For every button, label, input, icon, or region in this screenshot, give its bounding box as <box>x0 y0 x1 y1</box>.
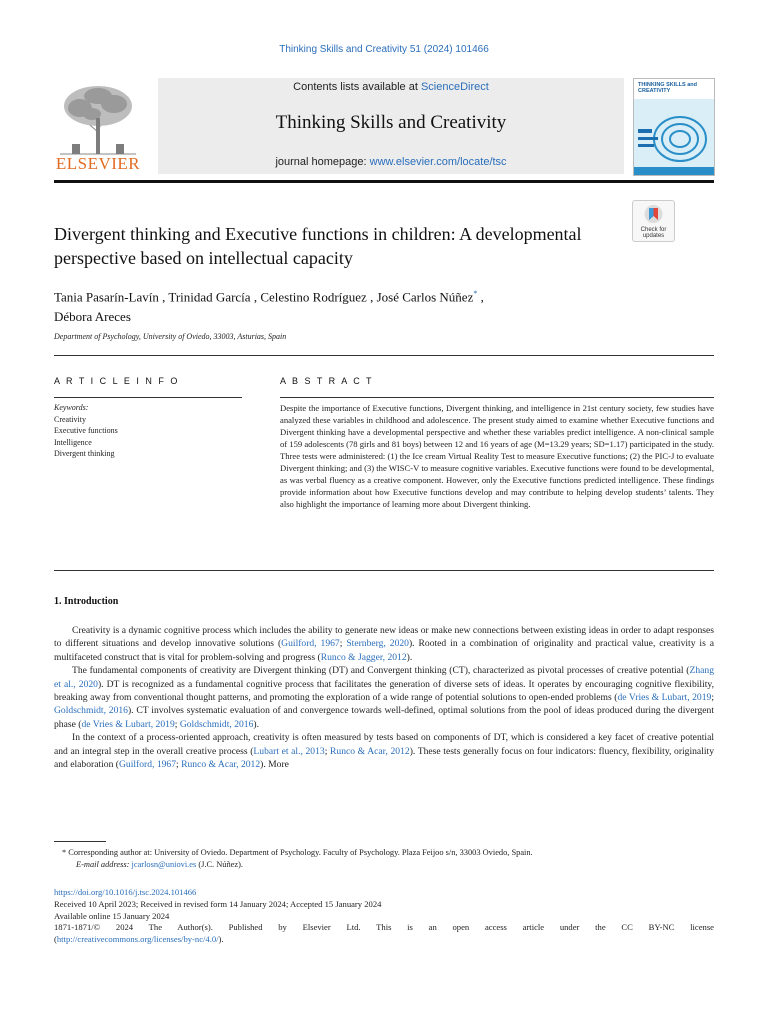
citation-link[interactable]: Guilford, 1967 <box>119 759 177 771</box>
homepage-link[interactable]: www.elsevier.com/locate/tsc <box>369 156 507 168</box>
footnote-corresponding <box>54 847 714 859</box>
paragraph-text: ; <box>174 718 180 730</box>
intro-paragraph <box>54 664 714 731</box>
citation-link[interactable]: Runco & Acar, 2012 <box>330 745 410 757</box>
keywords-block <box>54 402 242 460</box>
citation-link[interactable]: Guilford, 1967 <box>281 638 340 650</box>
authors-tail: , <box>477 289 484 305</box>
paragraph-text: ; <box>339 638 347 650</box>
footnote <box>54 847 714 871</box>
license-link[interactable]: http://creativecommons.org/licenses/by-nc/4.0/ <box>56 934 219 945</box>
paragraph-text: ). Rooted in a combination of originality and practical value, creativity is a multifaceted construct that is vital for problem-solving and progress ( <box>54 638 715 663</box>
paragraph-text: ). <box>253 718 259 730</box>
author-list <box>54 284 654 327</box>
cover-title: THINKING SKILLS and CREATIVITY <box>638 82 697 94</box>
corresponding-author-mark[interactable]: * <box>473 289 478 298</box>
paragraph-text: ). More <box>260 759 289 771</box>
homepage-line <box>158 156 624 168</box>
keyword-item: Executive functions <box>54 426 118 435</box>
intro-paragraph <box>54 731 714 771</box>
contents-line <box>158 81 624 93</box>
affiliation-rule <box>54 355 714 356</box>
paragraph-text: In the context of a process-oriented approach, creativity is often measured by tests based on components of DT, which is considered a key facet of creative potential and an integral step in the overall creative process ( <box>54 732 714 757</box>
authors-line-2[interactable]: Débora Areces <box>54 309 131 325</box>
email-label: E-mail address: <box>76 860 130 869</box>
crossmark-label <box>633 227 674 239</box>
footnote-mark: * <box>62 848 67 857</box>
authors-line-1 <box>54 284 654 307</box>
citation-link[interactable]: Runco & Acar, 2012 <box>181 759 261 771</box>
abstract-heading: A B S T R A C T <box>280 376 374 386</box>
paragraph-text: ; <box>176 759 182 771</box>
citation-link[interactable]: de Vries & Lubart, 2019 <box>81 718 175 730</box>
available-online: Available online 15 January 2024 <box>54 910 170 921</box>
paragraph-text: ; <box>324 745 330 757</box>
citation-link[interactable]: Sternberg, 2020 <box>346 638 409 650</box>
paragraph-text: The fundamental components of creativity are Divergent thinking (DT) and Convergent thinking (CT), characterized as pivotal processes of creative potential ( <box>72 665 690 677</box>
journal-title: Thinking Skills and Creativity <box>275 112 507 133</box>
license-url-line <box>54 934 714 946</box>
masthead-rule <box>54 180 714 183</box>
article-title: Divergent thinking and Executive functions in children: A developmental perspective based on intellectual capacity <box>54 224 582 268</box>
journal-masthead <box>54 78 714 178</box>
doi-link[interactable]: https://doi.org/10.1016/j.tsc.2024.101466 <box>54 887 197 897</box>
citation-link[interactable]: Goldschmidt, 2016 <box>179 718 254 730</box>
license-url-open: ( <box>54 934 57 945</box>
paragraph-text: ). CT involves systematic evaluation of and convergence towards well-defined, optimal solutions from the pool of ideas produced during the divergent phase ( <box>54 705 714 730</box>
abstract-bottom-rule <box>54 570 714 571</box>
crossmark-icon <box>643 204 664 226</box>
paragraph-text: ). These tests generally focus on four indicators: fluency, flexibility, originality and elaboration ( <box>54 745 714 771</box>
footnote-rule <box>54 841 106 842</box>
license-text: 1871-1871/© 2024 The Author(s). Published by Elsevier Ltd. This is an open access article under the CC BY-NC license <box>54 922 714 933</box>
sciencedirect-link[interactable]: ScienceDirect <box>420 81 489 93</box>
publisher-wordmark[interactable]: ELSEVIER <box>55 154 141 173</box>
article-info-rule <box>54 397 242 398</box>
keywords-label: Keywords: <box>54 403 89 412</box>
keyword-item: Creativity <box>54 414 86 424</box>
paragraph-text: ; <box>711 692 714 704</box>
citation-link[interactable]: Lubart et al., 2013 <box>253 745 325 757</box>
crossmark-label-line1: Check for <box>640 227 667 233</box>
paragraph-text: Creativity is a dynamic cognitive process which includes the ability to generate new ideas or make new connections between existing ideas in order to adapt responses to different situations and develop innovative solutions ( <box>54 625 714 650</box>
paragraph-text: ). <box>406 651 413 663</box>
homepage-prefix: journal homepage: <box>275 156 370 168</box>
paragraph-text: ). DT is recognized as a fundamental cognitive process that facilitates the generation of diverse sets of ideas. It operates by encouraging cognitive flexibility, breaking away from conventional thought patterns, and promoting the exploration of a wide range of potential solutions to open-ended problems ( <box>54 678 714 704</box>
introduction-body <box>54 624 714 771</box>
journal-cover-thumbnail[interactable] <box>633 78 715 176</box>
contents-prefix: Contents lists available at <box>293 81 421 93</box>
citation-link[interactable]: Goldschmidt, 2016 <box>54 705 128 717</box>
masthead-box <box>158 78 624 174</box>
affiliation: Department of Psychology, University of Oviedo, 33003, Asturias, Spain <box>54 332 287 341</box>
received-dates: Received 10 April 2023; Received in revised form 14 January 2024; Accepted 15 January 2024 <box>54 898 382 909</box>
keyword-item: Intelligence <box>54 437 92 447</box>
citation-link[interactable]: Runco & Jagger, 2012 <box>320 651 407 663</box>
intro-paragraph <box>54 624 714 664</box>
license-url-close: ). <box>218 934 224 945</box>
check-for-updates-button[interactable] <box>632 200 675 242</box>
citation-link[interactable]: Zhang et al., 2020 <box>54 665 714 690</box>
abstract-text: Despite the importance of Executive functions, Divergent thinking, and intelligence in 21st century society, few studies have analyzed these variables in childhood and adolescence. The present study aimed to examine whether Executive functions and Divergent thinking have a developmental perspective and whether these variables predict intelligence. A non-clinical sample of 159 adolescents (78 girls and 81 boys) between 12 and 16 years of age (M=13.29 years; SD=1.17) participated in the study. Three tests were administered: (1) the Ice cream Virtual Reality Test to measure Executive functions; (2) the PIC-J to evaluate Divergent thinking; and (3) the WISC-V to measure cognitive variables. Executive functions were found to be developmental, as was verbal fluency as a creative component. However, only the Executive functions predicted intelligence. These findings provide information about how Executive functions develop and may contribute to helping develop students’ talents. They also highlight the importance of learning more about Divergent thinking. <box>280 403 714 509</box>
article-info-heading: A R T I C L E I N F O <box>54 376 180 386</box>
email-tail: (J.C. Núñez). <box>196 860 243 869</box>
crossmark-label-line2: updates <box>642 233 665 239</box>
running-head[interactable]: Thinking Skills and Creativity 51 (2024) 101466 <box>279 44 489 55</box>
author-email-link[interactable]: jcarlosn@uniovi.es <box>131 860 197 869</box>
keyword-item: Divergent thinking <box>54 449 115 458</box>
publication-info <box>54 887 714 946</box>
abstract-rule <box>280 397 714 398</box>
citation-link[interactable]: de Vries & Lubart, 2019 <box>617 692 712 704</box>
footnote-email-line <box>54 859 714 871</box>
authors-names[interactable]: Tania Pasarín-Lavín , Trinidad García , Celestino Rodríguez , José Carlos Núñez <box>54 289 474 305</box>
footnote-text: Corresponding author at: University of Oviedo. Department of Psychology. Faculty of Psychology. Plaza Feijoo s/n, 33003 Oviedo, Spain. <box>66 848 533 857</box>
section-heading-introduction: 1. Introduction <box>54 596 119 607</box>
